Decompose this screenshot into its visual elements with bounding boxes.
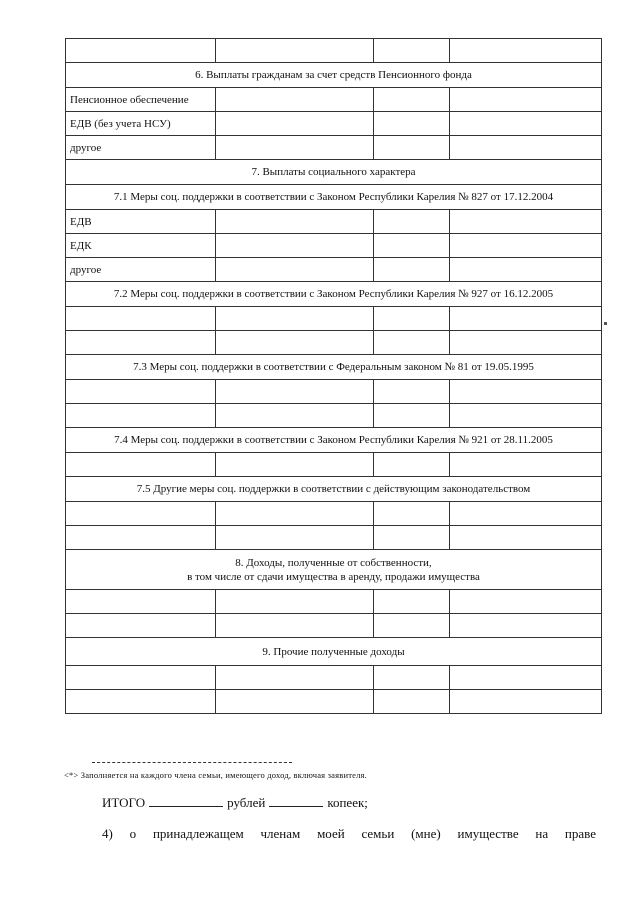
table-cell[interactable] xyxy=(66,39,216,63)
rubles-label: рублей xyxy=(227,795,266,810)
footnote-text: <*> Заполняется на каждого члена семьи, имеющего доход, включая заявителя. xyxy=(64,770,367,780)
table-cell[interactable] xyxy=(374,690,450,714)
table-cell[interactable] xyxy=(66,614,216,638)
table-row xyxy=(66,234,602,258)
table-row xyxy=(66,404,602,428)
table-row xyxy=(66,39,602,63)
table-cell[interactable] xyxy=(216,614,374,638)
row-label-edv-no-nsu: ЕДВ (без учета НСУ) xyxy=(66,112,216,136)
table-row xyxy=(66,380,602,404)
para4-word: имуществе xyxy=(457,826,519,841)
table-cell[interactable] xyxy=(66,526,216,550)
income-table xyxy=(65,38,602,714)
table-row xyxy=(66,331,602,355)
table-cell[interactable] xyxy=(216,234,374,258)
table-cell[interactable] xyxy=(216,380,374,404)
table-cell[interactable] xyxy=(216,331,374,355)
table-cell[interactable] xyxy=(66,453,216,477)
table-cell[interactable] xyxy=(374,136,450,160)
table-cell[interactable] xyxy=(216,307,374,331)
para4-word: 4) xyxy=(102,826,113,841)
table-cell[interactable] xyxy=(450,404,602,428)
table-cell[interactable] xyxy=(450,258,602,282)
row-label-edv: ЕДВ xyxy=(66,210,216,234)
section-heading-7-1: 7.1 Меры соц. поддержки в соответствии с Законом Республики Карелия № 827 от 17.12.2004 xyxy=(66,185,602,210)
footnote-divider xyxy=(92,762,292,763)
table-cell[interactable] xyxy=(374,307,450,331)
para4-word: на xyxy=(535,826,549,841)
table-row xyxy=(66,258,602,282)
table-cell[interactable] xyxy=(450,690,602,714)
section-heading-7-3: 7.3 Меры соц. поддержки в соответствии с Федеральным законом № 81 от 19.05.1995 xyxy=(66,355,602,380)
table-row xyxy=(66,88,602,112)
total-label: ИТОГО xyxy=(102,795,146,810)
table-cell[interactable] xyxy=(216,210,374,234)
rubles-blank-field[interactable] xyxy=(149,794,223,807)
table-cell[interactable] xyxy=(450,234,602,258)
table-cell[interactable] xyxy=(66,307,216,331)
table-cell[interactable] xyxy=(216,112,374,136)
para4-word: семьи xyxy=(361,826,395,841)
table-cell[interactable] xyxy=(216,590,374,614)
table-cell[interactable] xyxy=(374,404,450,428)
table-cell[interactable] xyxy=(216,666,374,690)
section-row-7-2 xyxy=(66,282,602,307)
table-cell[interactable] xyxy=(216,136,374,160)
table-cell[interactable] xyxy=(216,404,374,428)
table-cell[interactable] xyxy=(374,666,450,690)
table-cell[interactable] xyxy=(374,210,450,234)
table-cell[interactable] xyxy=(450,590,602,614)
table-cell[interactable] xyxy=(216,526,374,550)
table-cell[interactable] xyxy=(450,39,602,63)
table-row xyxy=(66,453,602,477)
table-row xyxy=(66,690,602,714)
section-row-7 xyxy=(66,160,602,185)
table-cell[interactable] xyxy=(66,666,216,690)
table-cell[interactable] xyxy=(216,39,374,63)
section-heading-7-5: 7.5 Другие меры соц. поддержки в соответствии с действующим законодательством xyxy=(66,477,602,502)
table-cell[interactable] xyxy=(216,453,374,477)
table-cell[interactable] xyxy=(66,380,216,404)
row-label-pension: Пенсионное обеспечение xyxy=(66,88,216,112)
section-heading-7: 7. Выплаты социального характера xyxy=(66,160,602,185)
table-cell[interactable] xyxy=(374,453,450,477)
table-cell[interactable] xyxy=(66,502,216,526)
table-cell[interactable] xyxy=(374,88,450,112)
para4-word: моей xyxy=(317,826,345,841)
table-cell[interactable] xyxy=(374,526,450,550)
section-row-8 xyxy=(66,550,602,590)
table-cell[interactable] xyxy=(450,88,602,112)
table-row xyxy=(66,210,602,234)
table-cell[interactable] xyxy=(66,690,216,714)
table-row xyxy=(66,590,602,614)
table-row xyxy=(66,666,602,690)
table-cell[interactable] xyxy=(66,590,216,614)
margin-mark xyxy=(604,322,607,325)
total-line xyxy=(102,794,368,811)
table-cell[interactable] xyxy=(450,210,602,234)
table-cell[interactable] xyxy=(216,502,374,526)
para4-word: принадлежащем xyxy=(152,826,244,841)
paragraph-4 xyxy=(102,826,596,842)
table-cell[interactable] xyxy=(374,258,450,282)
table-cell[interactable] xyxy=(66,404,216,428)
table-cell[interactable] xyxy=(450,502,602,526)
table-cell[interactable] xyxy=(374,614,450,638)
section-row-7-1 xyxy=(66,185,602,210)
table-cell[interactable] xyxy=(450,666,602,690)
section-row-7-4 xyxy=(66,428,602,453)
section-row-7-5 xyxy=(66,477,602,502)
table-cell[interactable] xyxy=(450,380,602,404)
row-label-edk: ЕДК xyxy=(66,234,216,258)
kopecks-label: копеек; xyxy=(327,795,368,810)
section-heading-9: 9. Прочие полученные доходы xyxy=(66,638,602,666)
table-row xyxy=(66,307,602,331)
table-cell[interactable] xyxy=(374,39,450,63)
table-cell[interactable] xyxy=(450,112,602,136)
table-cell[interactable] xyxy=(450,307,602,331)
row-label-other: другое xyxy=(66,258,216,282)
table-cell[interactable] xyxy=(374,380,450,404)
table-cell[interactable] xyxy=(450,453,602,477)
table-cell[interactable] xyxy=(374,331,450,355)
section-heading-8 xyxy=(66,550,602,590)
row-label-other: другое xyxy=(66,136,216,160)
table-row xyxy=(66,526,602,550)
table-row xyxy=(66,112,602,136)
kopecks-blank-field[interactable] xyxy=(269,794,323,807)
table-cell[interactable] xyxy=(374,502,450,526)
section-row-7-3 xyxy=(66,355,602,380)
table-cell[interactable] xyxy=(450,614,602,638)
table-cell[interactable] xyxy=(374,112,450,136)
section-heading-7-4: 7.4 Меры соц. поддержки в соответствии с Законом Республики Карелия № 921 от 28.11.2005 xyxy=(66,428,602,453)
table-cell[interactable] xyxy=(374,234,450,258)
section-heading-7-2: 7.2 Меры соц. поддержки в соответствии с Законом Республики Карелия № 927 от 16.12.2005 xyxy=(66,282,602,307)
section-heading-8-line1: 8. Доходы, полученные от собственности, xyxy=(235,556,432,569)
section-heading-6: 6. Выплаты гражданам за счет средств Пенсионного фонда xyxy=(66,63,602,88)
para4-word: праве xyxy=(564,826,596,841)
table-cell[interactable] xyxy=(66,331,216,355)
table-row xyxy=(66,136,602,160)
section-heading-8-line2: в том числе от сдачи имущества в аренду, продажи имущества xyxy=(187,570,480,583)
para4-word: о xyxy=(129,826,137,841)
section-row-9 xyxy=(66,638,602,666)
table-cell[interactable] xyxy=(216,88,374,112)
para4-word: членам xyxy=(260,826,301,841)
table-row xyxy=(66,502,602,526)
table-cell[interactable] xyxy=(450,136,602,160)
para4-word: (мне) xyxy=(411,826,441,841)
table-cell[interactable] xyxy=(374,590,450,614)
table-cell[interactable] xyxy=(450,526,602,550)
table-row xyxy=(66,614,602,638)
table-cell[interactable] xyxy=(216,690,374,714)
section-row-6 xyxy=(66,63,602,88)
table-cell[interactable] xyxy=(450,331,602,355)
table-cell[interactable] xyxy=(216,258,374,282)
